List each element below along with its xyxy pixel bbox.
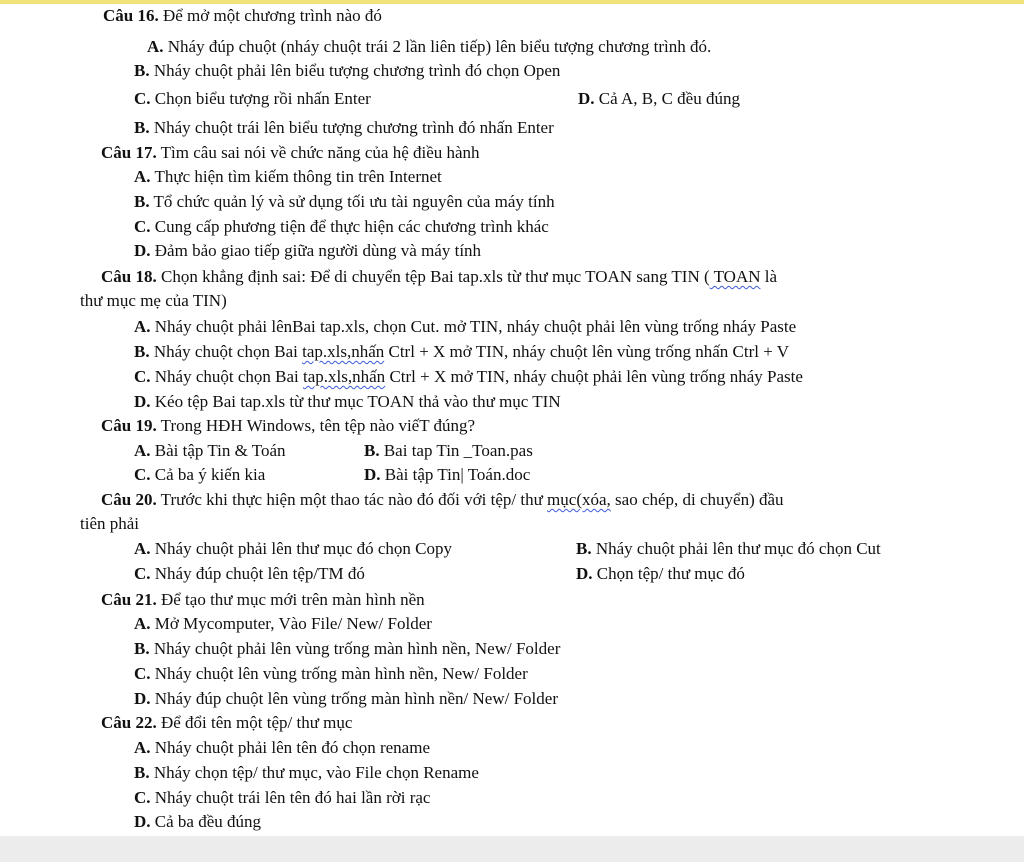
question-21-option-c: C. Nháy chuột lên vùng trống màn hình nền, New/ Folder — [134, 664, 528, 683]
question-22-option-b: B. Nháy chọn tệp/ thư mục, vào File chọn Rename — [134, 763, 479, 782]
question-16-option-d: D. Cả A, B, C đều đúng — [578, 89, 740, 108]
question-20-title: Câu 20. Trước khi thực hiện một thao tác nào đó đối với tệp/ thư mục(xóa, sao chép, di chuyển) đầu — [101, 490, 784, 509]
question-20-option-a: A. Nháy chuột phải lên thư mục đó chọn Copy — [134, 539, 452, 558]
question-20-option-b: B. Nháy chuột phải lên thư mục đó chọn Cut — [576, 539, 881, 558]
question-18-option-b: B. Nháy chuột chọn Bai tap.xls,nhấn Ctrl + X mở TIN, nháy chuột lên vùng trống nhấn Ctrl + V — [134, 342, 790, 361]
page-gap — [0, 836, 1024, 862]
document-page — [0, 4, 1024, 836]
question-22-option-c: C. Nháy chuột trái lên tên đó hai lần rời rạc — [134, 788, 431, 807]
question-18-option-c: C. Nháy chuột chọn Bai tap.xls,nhấn Ctrl + X mở TIN, nháy chuột phải lên vùng trống nháy Paste — [134, 367, 803, 386]
question-21-option-d: D. Nháy đúp chuột lên vùng trống màn hình nền/ New/ Folder — [134, 689, 558, 708]
question-18-title-cont: thư mục mẹ của TIN) — [80, 291, 227, 310]
question-16-option-b: B. Nháy chuột phải lên biểu tượng chương trình đó chọn Open — [134, 61, 561, 80]
question-21-option-b: B. Nháy chuột phải lên vùng trống màn hình nền, New/ Folder — [134, 639, 561, 658]
question-17-option-a: A. Thực hiện tìm kiếm thông tin trên Internet — [134, 167, 442, 186]
question-21-option-a: A. Mở Mycomputer, Vào File/ New/ Folder — [134, 614, 432, 633]
question-20-option-c: C. Nháy đúp chuột lên tệp/TM đó — [134, 564, 365, 583]
question-17-option-d: D. Đảm bảo giao tiếp giữa người dùng và máy tính — [134, 241, 482, 260]
question-22-option-a: A. Nháy chuột phải lên tên đó chọn rename — [134, 738, 430, 757]
question-17-option-b: B. Tổ chức quản lý và sử dụng tối ưu tài nguyên của máy tính — [134, 192, 555, 211]
question-19-option-d: D. Bài tập Tin| Toán.doc — [364, 465, 531, 484]
question-22-option-d: D. Cả ba đều đúng — [134, 812, 262, 831]
question-18-option-d: D. Kéo tệp Bai tap.xls từ thư mục TOAN thả vào thư mục TIN — [134, 392, 561, 411]
question-17-title: Câu 17. Tìm câu sai nói về chức năng của hệ điều hành — [101, 143, 480, 162]
question-16-option-b2: B. Nháy chuột trái lên biểu tượng chương trình đó nhấn Enter — [134, 118, 554, 137]
question-19-option-a: A. Bài tập Tin & Toán — [134, 441, 286, 460]
question-20-option-d: D. Chọn tệp/ thư mục đó — [576, 564, 745, 583]
question-18-option-a: A. Nháy chuột phải lênBai tap.xls, chọn Cut. mở TIN, nháy chuột phải lên vùng trống nháy Paste — [134, 317, 797, 336]
question-16-option-a: A. Nháy đúp chuột (nháy chuột trái 2 lần liên tiếp) lên biểu tượng chương trình đó. — [147, 37, 712, 56]
question-22-title: Câu 22. Để đổi tên một tệp/ thư mục — [101, 713, 353, 732]
question-16-option-c: C. Chọn biểu tượng rồi nhấn Enter — [134, 89, 371, 108]
question-20-title-cont: tiên phải — [80, 514, 140, 533]
question-19-title: Câu 19. Trong HĐH Windows, tên tệp nào viếT đúng? — [101, 416, 476, 435]
question-18-title: Câu 18. Chọn khẳng định sai: Để di chuyển tệp Bai tap.xls từ thư mục TOAN sang TIN ( TOAN là — [101, 267, 778, 286]
question-17-option-c: C. Cung cấp phương tiện để thực hiện các chương trình khác — [134, 217, 549, 236]
question-21-title: Câu 21. Để tạo thư mục mới trên màn hình nền — [101, 590, 425, 609]
question-16-title: Câu 16. Để mở một chương trình nào đó — [103, 6, 382, 25]
question-19-option-c: C. Cả ba ý kiến kia — [134, 465, 266, 484]
question-19-option-b: B. Bai tap Tin _Toan.pas — [364, 441, 533, 460]
